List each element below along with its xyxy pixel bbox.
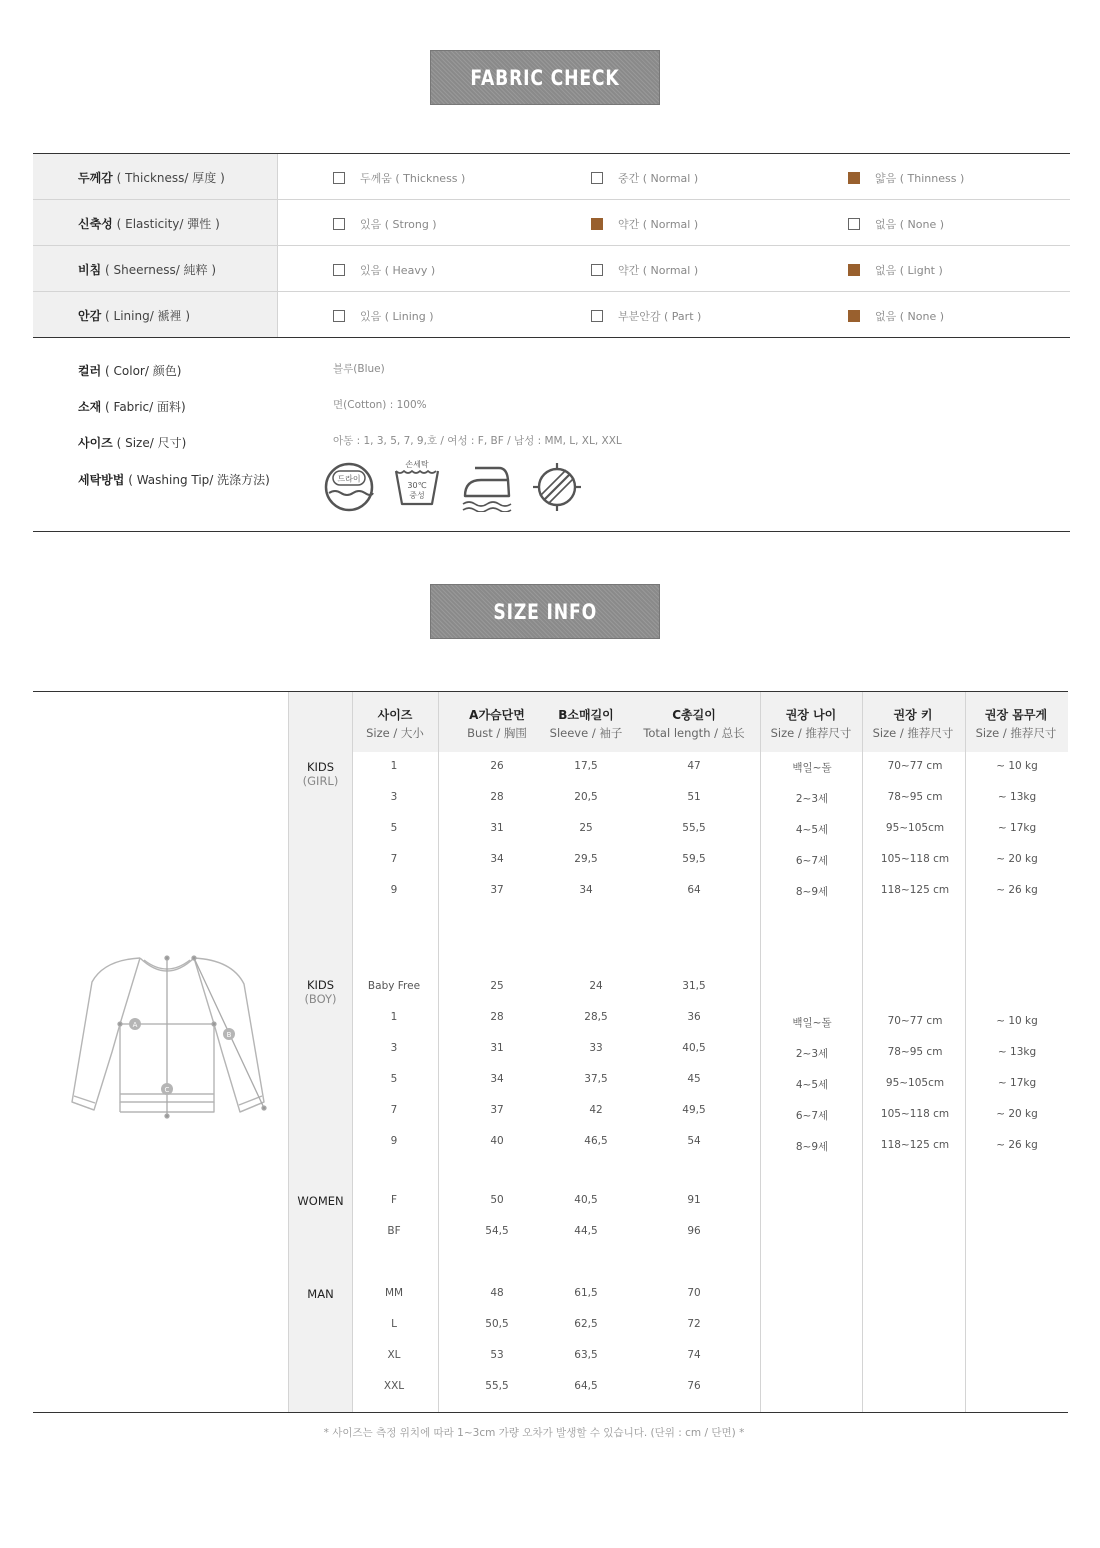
- size-cell-height: 78~95 cm: [887, 791, 943, 803]
- size-cell-bust: 53: [490, 1349, 504, 1361]
- hand-wash-temp-text: 30℃: [407, 481, 427, 490]
- size-group-name: KIDS: [306, 760, 335, 774]
- color-value: 블루(Blue): [333, 363, 385, 375]
- size-cell-length: 31,5: [682, 980, 706, 992]
- fabric-option: [591, 216, 698, 232]
- size-cell-sleeve: 29,5: [574, 853, 598, 865]
- size-cell-length: 59,5: [682, 853, 706, 865]
- size-cell-age: 6~7세: [795, 855, 829, 867]
- color-label-ko: 컬러: [78, 364, 102, 378]
- measure-mark-a: [129, 1018, 141, 1030]
- size-cell-height: 105~118 cm: [880, 853, 950, 865]
- fabric-table-bottom-rule: [33, 337, 1070, 338]
- color-label: [78, 362, 181, 379]
- size-cell-length: 70: [687, 1287, 701, 1299]
- size-cell-length: 91: [687, 1194, 701, 1206]
- color-label-sub: ( Color/ 颜色): [105, 364, 182, 378]
- size-label: [78, 434, 186, 451]
- size-info-title: SIZE INFO: [493, 599, 597, 624]
- fabric-row-label: [78, 307, 190, 324]
- size-cell-age: 4~5세: [795, 824, 829, 836]
- size-cell-length: 45: [687, 1073, 701, 1085]
- hand-wash-top-text: 손세탁: [405, 460, 429, 469]
- size-cell-sleeve: 28,5: [584, 1011, 608, 1023]
- empty-box-icon: [591, 172, 603, 184]
- column-header-en: Size / 大小: [366, 726, 424, 740]
- size-cell-sleeve: 61,5: [574, 1287, 598, 1299]
- col-divider: [438, 692, 439, 1412]
- size-cell-height: 70~77 cm: [887, 760, 943, 772]
- column-header-ko: 권장 키: [893, 708, 933, 722]
- dry-clean-text: 드라이: [337, 474, 361, 484]
- size-cell-bust: 37: [490, 1104, 504, 1116]
- size-cell-bust: 50,5: [485, 1318, 509, 1330]
- empty-box-icon: [333, 310, 345, 322]
- size-cell-length: 55,5: [682, 822, 706, 834]
- column-header: [526, 706, 646, 741]
- hand-wash-detergent-text: 중성: [409, 491, 425, 500]
- size-table-bottom-rule: [33, 1412, 1068, 1413]
- column-header-ko: A가슴단면: [469, 708, 525, 722]
- fabric-row-label-ko: 신축성: [78, 217, 113, 231]
- column-header-ko: B소매길이: [558, 708, 614, 722]
- fabric-row-label-sub: ( Lining/ 褫裡 ): [105, 309, 191, 323]
- size-cell-weight: ~ 17kg: [997, 822, 1037, 834]
- checked-box-icon: [848, 172, 860, 184]
- column-header-ko: 사이즈: [377, 708, 413, 722]
- size-cell-bust: 48: [490, 1287, 504, 1299]
- fabric-label-sub: ( Fabric/ 面料): [105, 400, 186, 414]
- size-cell-bust: 40: [490, 1135, 504, 1147]
- size-cell-bust: 26: [490, 760, 504, 772]
- size-cell-bust: 50: [490, 1194, 504, 1206]
- fabric-option: [333, 262, 435, 278]
- size-cell-weight: ~ 10 kg: [996, 760, 1038, 772]
- fabric-row-label-sub: ( Thickness/ 厚度 ): [116, 171, 225, 185]
- size-cell-bust: 31: [490, 1042, 504, 1054]
- size-cell-size: XXL: [383, 1380, 405, 1392]
- fabric-value: 면(Cotton) : 100%: [333, 399, 427, 411]
- fabric-option: [591, 308, 701, 324]
- size-cell-sleeve: 33: [589, 1042, 603, 1054]
- measure-mark-b: [223, 1028, 235, 1040]
- size-cell-length: 51: [687, 791, 701, 803]
- size-cell-weight: ~ 20 kg: [996, 853, 1038, 865]
- size-label-ko: 사이즈: [78, 436, 113, 450]
- size-cell-length: 96: [687, 1225, 701, 1237]
- size-cell-bust: 28: [490, 1011, 504, 1023]
- fabric-option-label: 얇음 ( Thinness ): [875, 172, 965, 185]
- raglan-tshirt-diagram: [64, 952, 270, 1124]
- fabric-option-label: 중간 ( Normal ): [618, 172, 699, 185]
- size-cell-sleeve: 62,5: [574, 1318, 598, 1330]
- size-cell-size: 5: [390, 822, 398, 834]
- fabric-option-label: 약간 ( Normal ): [618, 264, 699, 277]
- column-header: [853, 706, 973, 741]
- size-cell-size: 9: [390, 884, 398, 896]
- size-cell-length: 36: [687, 1011, 701, 1023]
- fabric-option-label: 있음 ( Strong ): [360, 218, 437, 231]
- size-group-label: [289, 978, 352, 1006]
- size-cell-size: 1: [390, 1011, 398, 1023]
- size-cell-size: 9: [390, 1135, 398, 1147]
- empty-box-icon: [591, 310, 603, 322]
- fabric-option-label: 있음 ( Heavy ): [360, 264, 436, 277]
- size-cell-size: 7: [390, 853, 398, 865]
- size-cell-age: 8~9세: [795, 1141, 829, 1153]
- no-sun-dry-icon: [531, 461, 583, 513]
- size-group-label: [289, 760, 352, 788]
- size-group-label: [289, 1194, 352, 1208]
- size-cell-size: 5: [390, 1073, 398, 1085]
- size-group-label: [289, 1287, 352, 1301]
- fabric-label-ko: 소재: [78, 400, 102, 414]
- size-cell-sleeve: 44,5: [574, 1225, 598, 1237]
- size-value: 아동 : 1, 3, 5, 7, 9,호 / 여성 : F, BF / 남성 : MM, L, XL, XXL: [333, 435, 622, 447]
- size-cell-height: 70~77 cm: [887, 1015, 943, 1027]
- fabric-option-label: 없음 ( None ): [875, 218, 945, 231]
- fabric-option: [848, 262, 943, 278]
- column-header-en: Sleeve / 袖子: [549, 726, 623, 740]
- product-info-bottom-rule: [33, 531, 1070, 532]
- column-header: [956, 706, 1076, 741]
- size-cell-size: BF: [387, 1225, 401, 1237]
- measure-mark-c: [161, 1083, 173, 1095]
- fabric-option: [848, 308, 944, 324]
- size-cell-length: 49,5: [682, 1104, 706, 1116]
- fabric-row-label-sub: ( Sheerness/ 純粹 ): [105, 263, 217, 277]
- fabric-check-title: FABRIC CHECK: [470, 65, 620, 90]
- size-cell-age: 8~9세: [795, 886, 829, 898]
- washing-label-ko: 세탁방법: [78, 473, 125, 487]
- size-cell-length: 72: [687, 1318, 701, 1330]
- column-header-en: Total length / 总长: [643, 726, 745, 740]
- fabric-row-label-ko: 두께감: [78, 171, 113, 185]
- column-header: [634, 706, 754, 741]
- size-cell-sleeve: 24: [589, 980, 603, 992]
- size-cell-sleeve: 34: [579, 884, 593, 896]
- column-header-ko: 권장 나이: [785, 708, 837, 722]
- size-cell-age: 6~7세: [795, 1110, 829, 1122]
- column-header-en: Size / 推荐尺寸: [975, 726, 1057, 740]
- size-cell-length: 64: [687, 884, 701, 896]
- size-cell-length: 76: [687, 1380, 701, 1392]
- washing-label-sub: ( Washing Tip/ 洗涤方法): [128, 473, 270, 487]
- fabric-row-label-sub: ( Elasticity/ 彈性 ): [116, 217, 220, 231]
- svg-text:A: A: [132, 1021, 138, 1029]
- size-cell-size: 3: [390, 1042, 398, 1054]
- size-cell-size: 3: [390, 791, 398, 803]
- fabric-row-label: [78, 169, 225, 186]
- fabric-option: [333, 216, 437, 232]
- size-cell-weight: ~ 13kg: [997, 1046, 1037, 1058]
- size-cell-height: 95~105cm: [885, 1077, 945, 1089]
- size-group-column: [289, 692, 352, 1412]
- size-cell-weight: ~ 13kg: [997, 791, 1037, 803]
- size-cell-size: 1: [390, 760, 398, 772]
- empty-box-icon: [333, 172, 345, 184]
- checked-box-icon: [848, 264, 860, 276]
- fabric-option: [333, 308, 434, 324]
- size-cell-age: 백일~돌: [792, 762, 832, 774]
- size-cell-sleeve: 46,5: [584, 1135, 608, 1147]
- dry-clean-icon: [323, 461, 375, 513]
- size-cell-bust: 31: [490, 822, 504, 834]
- size-cell-size: XL: [387, 1349, 401, 1361]
- size-cell-length: 74: [687, 1349, 701, 1361]
- washing-label: [78, 471, 270, 488]
- iron-icon: [461, 462, 515, 512]
- size-cell-bust: 54,5: [485, 1225, 509, 1237]
- size-cell-bust: 34: [490, 1073, 504, 1085]
- col-divider: [862, 692, 863, 1412]
- size-info-banner: [430, 584, 660, 639]
- fabric-option: [848, 216, 944, 232]
- size-cell-height: 105~118 cm: [880, 1108, 950, 1120]
- fabric-option-label: 없음 ( None ): [875, 310, 945, 323]
- fabric-option: [591, 170, 698, 186]
- fabric-row-label-ko: 안감: [78, 309, 102, 323]
- column-header-en: Size / 推荐尺寸: [770, 726, 852, 740]
- checked-box-icon: [591, 218, 603, 230]
- size-cell-sleeve: 25: [579, 822, 593, 834]
- size-cell-length: 47: [687, 760, 701, 772]
- size-cell-size: Baby Free: [367, 980, 421, 992]
- col-divider: [965, 692, 966, 1412]
- size-group-sub: (BOY): [304, 992, 337, 1006]
- size-cell-age: 4~5세: [795, 1079, 829, 1091]
- size-cell-length: 40,5: [682, 1042, 706, 1054]
- fabric-option-label: 두께움 ( Thickness ): [360, 172, 466, 185]
- size-cell-height: 118~125 cm: [880, 1139, 950, 1151]
- size-cell-weight: ~ 17kg: [997, 1077, 1037, 1089]
- fabric-check-banner: [430, 50, 660, 105]
- size-cell-age: 2~3세: [795, 793, 829, 805]
- size-cell-weight: ~ 26 kg: [996, 1139, 1038, 1151]
- fabric-row-label: [78, 261, 216, 278]
- fabric-option: [848, 170, 964, 186]
- fabric-option-label: 약간 ( Normal ): [618, 218, 699, 231]
- fabric-label: [78, 398, 186, 415]
- size-cell-height: 95~105cm: [885, 822, 945, 834]
- fabric-row-label-ko: 비침: [78, 263, 102, 277]
- checked-box-icon: [848, 310, 860, 322]
- fabric-option: [333, 170, 465, 186]
- svg-text:B: B: [226, 1031, 232, 1039]
- size-group-name: KIDS: [306, 978, 335, 992]
- size-cell-sleeve: 40,5: [574, 1194, 598, 1206]
- size-cell-sleeve: 37,5: [584, 1073, 608, 1085]
- hand-wash-icon: [393, 457, 441, 509]
- fabric-option: [591, 262, 698, 278]
- size-group-sub: (GIRL): [302, 774, 339, 788]
- size-cell-size: 7: [390, 1104, 398, 1116]
- column-header-en: Bust / 胸围: [467, 726, 527, 740]
- size-cell-bust: 28: [490, 791, 504, 803]
- fabric-option-label: 부분안감 ( Part ): [618, 310, 702, 323]
- size-cell-weight: ~ 20 kg: [996, 1108, 1038, 1120]
- column-header-ko: 권장 몸무게: [984, 708, 1048, 722]
- size-cell-size: MM: [384, 1287, 404, 1299]
- size-cell-length: 54: [687, 1135, 701, 1147]
- fabric-option-label: 있음 ( Lining ): [360, 310, 434, 323]
- size-cell-bust: 34: [490, 853, 504, 865]
- size-group-name: WOMEN: [297, 1194, 344, 1208]
- column-header-ko: C총길이: [672, 708, 716, 722]
- size-cell-sleeve: 20,5: [574, 791, 598, 803]
- size-cell-size: L: [391, 1318, 397, 1330]
- size-cell-sleeve: 64,5: [574, 1380, 598, 1392]
- size-cell-age: 백일~돌: [792, 1017, 832, 1029]
- col-divider: [352, 692, 353, 1412]
- size-cell-height: 78~95 cm: [887, 1046, 943, 1058]
- empty-box-icon: [848, 218, 860, 230]
- size-cell-bust: 37: [490, 884, 504, 896]
- col-divider: [760, 692, 761, 1412]
- size-footnote: * 사이즈는 측정 위치에 따라 1~3cm 가량 오차가 발생할 수 있습니다. (단위 : cm / 단면) *: [323, 1427, 745, 1439]
- size-cell-bust: 55,5: [485, 1380, 509, 1392]
- size-cell-weight: ~ 10 kg: [996, 1015, 1038, 1027]
- empty-box-icon: [333, 264, 345, 276]
- empty-box-icon: [591, 264, 603, 276]
- size-label-sub: ( Size/ 尺寸): [116, 436, 187, 450]
- fabric-row-label: [78, 215, 220, 232]
- size-cell-sleeve: 17,5: [574, 760, 598, 772]
- empty-box-icon: [333, 218, 345, 230]
- fabric-option-label: 없음 ( Light ): [875, 264, 943, 277]
- size-cell-bust: 25: [490, 980, 504, 992]
- svg-text:C: C: [164, 1086, 170, 1094]
- col-divider: [288, 692, 289, 1412]
- size-cell-size: F: [390, 1194, 398, 1206]
- size-cell-weight: ~ 26 kg: [996, 884, 1038, 896]
- size-group-name: MAN: [307, 1287, 334, 1301]
- size-cell-age: 2~3세: [795, 1048, 829, 1060]
- size-cell-sleeve: 63,5: [574, 1349, 598, 1361]
- column-header-en: Size / 推荐尺寸: [872, 726, 954, 740]
- size-cell-sleeve: 42: [589, 1104, 603, 1116]
- size-cell-height: 118~125 cm: [880, 884, 950, 896]
